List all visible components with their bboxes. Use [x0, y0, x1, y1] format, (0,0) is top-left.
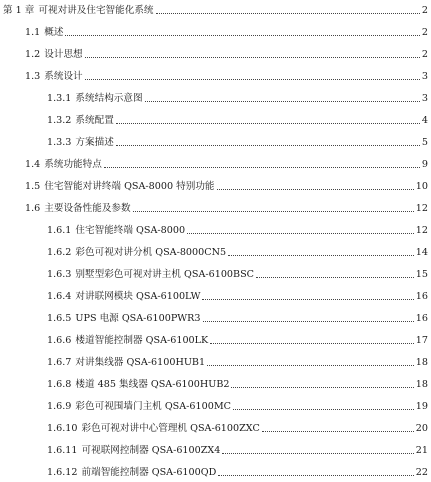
dot-leader — [203, 321, 414, 322]
toc-entry-label — [47, 355, 206, 371]
dot-leader — [133, 211, 414, 212]
toc-entry-page: 5 — [421, 135, 428, 151]
dot-leader — [228, 255, 414, 256]
toc-entry-title: 彩色可视对讲中心管理机 QSA-6100ZXC — [81, 423, 260, 434]
toc-entry-label — [47, 113, 115, 129]
toc-entry-number: 1.6.9 — [47, 401, 72, 412]
toc-entry-1-6-9[interactable] — [0, 399, 431, 415]
dot-leader — [222, 453, 413, 454]
dot-leader — [217, 189, 414, 190]
dot-leader — [116, 123, 420, 124]
toc-entry-title: 彩色可视围墙门主机 QSA-6100MC — [75, 401, 232, 412]
toc-entry-title: 楼道 485 集线器 QSA-6100HUB2 — [75, 379, 230, 390]
toc-entry-1-3-1[interactable] — [0, 91, 431, 107]
toc-entry-page: 14 — [415, 245, 428, 261]
toc-entry-1-3[interactable] — [0, 69, 431, 85]
toc-entry-number: 1.6.5 — [47, 313, 72, 324]
toc-entry-page: 2 — [421, 25, 428, 41]
toc-entry-number: 1.3.2 — [47, 115, 72, 126]
toc-entry-title: 对讲联网模块 QSA-6100LW — [75, 291, 201, 302]
toc-entry-1-6-7[interactable] — [0, 355, 431, 371]
toc-entry-number: 1.6.10 — [47, 423, 78, 434]
toc-entry-label — [25, 157, 103, 173]
toc-entry-page: 12 — [415, 201, 428, 217]
toc-entry-number: 1.6.8 — [47, 379, 72, 390]
toc-entry-1-6-4[interactable] — [0, 289, 431, 305]
toc-entry-1-6-10[interactable] — [0, 421, 431, 437]
toc-entry-label — [25, 201, 132, 217]
toc-entry-page: 12 — [415, 223, 428, 239]
toc-entry-title: 概述 — [44, 27, 64, 38]
toc-entry-page: 17 — [415, 333, 428, 349]
toc-entry-title: 楼道智能控制器 QSA-6100LK — [75, 335, 209, 346]
toc-entry-page: 21 — [415, 443, 428, 459]
toc-entry-label — [25, 179, 216, 195]
toc-entry-title: 别墅型彩色可视对讲主机 QSA-6100BSC — [75, 269, 254, 280]
toc-entry-page: 10 — [415, 179, 428, 195]
toc-entry-label — [25, 25, 64, 41]
dot-leader — [85, 57, 420, 58]
toc-entry-1-6-6[interactable] — [0, 333, 431, 349]
toc-entry-label — [47, 135, 115, 151]
toc-entry-title: 主要设备性能及参数 — [44, 203, 131, 214]
toc-entry-1-3-2[interactable] — [0, 113, 431, 129]
toc-entry-label — [47, 91, 144, 107]
toc-entry-1-6-5[interactable] — [0, 311, 431, 327]
toc-entry-1-6[interactable] — [0, 201, 431, 217]
dot-leader — [233, 409, 414, 410]
dot-leader — [262, 431, 414, 432]
toc-entry-1-4[interactable] — [0, 157, 431, 173]
dot-leader — [202, 299, 413, 300]
toc-entry-title: 系统配置 — [75, 115, 114, 126]
toc-entry-page: 18 — [415, 377, 428, 393]
toc-entry-1-6-2[interactable] — [0, 245, 431, 261]
toc-entry-page: 22 — [415, 465, 428, 481]
toc-entry-title: 方案描述 — [75, 137, 114, 148]
toc-entry-label — [47, 443, 221, 459]
toc-entry-page: 3 — [421, 91, 428, 107]
toc-entry-title: 住宅智能对讲终端 QSA-8000 特别功能 — [44, 181, 215, 192]
toc-entry-page: 2 — [421, 47, 428, 63]
toc-entry-1-2[interactable] — [0, 47, 431, 63]
toc-entry-number: 1.6.2 — [47, 247, 72, 258]
toc-entry-page: 16 — [415, 311, 428, 327]
toc-entry-number: 1.3.3 — [47, 137, 72, 148]
toc-entry-label — [47, 311, 202, 327]
toc-entry-title: 彩色可视对讲分机 QSA-8000CN5 — [75, 247, 227, 258]
dot-leader — [256, 277, 414, 278]
toc-entry-page: 3 — [421, 69, 428, 85]
toc-entry-page: 9 — [421, 157, 428, 173]
toc-entry-page: 4 — [421, 113, 428, 129]
toc-entry-title: UPS 电源 QSA-6100PWR3 — [75, 313, 201, 324]
toc-entry-number: 第 1 章 — [3, 5, 35, 16]
toc-entry-page: 16 — [415, 289, 428, 305]
toc-entry-label — [47, 245, 227, 261]
toc-entry-number: 1.6.4 — [47, 291, 72, 302]
toc-entry-title: 设计思想 — [44, 49, 83, 60]
toc-entry-page: 20 — [415, 421, 428, 437]
dot-leader — [116, 145, 420, 146]
toc-entry-label — [25, 69, 84, 85]
toc-entry-label — [3, 3, 155, 19]
toc-entry-number: 1.6.7 — [47, 357, 72, 368]
toc-entry-title: 可视联网控制器 QSA-6100ZX4 — [81, 445, 221, 456]
toc-entry-number: 1.3 — [25, 71, 41, 82]
toc-entry-chapter-1[interactable] — [0, 3, 431, 19]
toc-entry-title: 系统设计 — [44, 71, 83, 82]
toc-entry-number: 1.6.12 — [47, 467, 78, 478]
toc-entry-number: 1.6.6 — [47, 335, 72, 346]
dot-leader — [210, 343, 414, 344]
toc-entry-number: 1.4 — [25, 159, 41, 170]
toc-entry-number: 1.6 — [25, 203, 41, 214]
toc-entry-number: 1.1 — [25, 27, 41, 38]
dot-leader — [104, 167, 420, 168]
toc-entry-label — [47, 333, 209, 349]
dot-leader — [218, 475, 413, 476]
toc-entry-page: 2 — [421, 3, 428, 19]
toc-entry-title: 可视对讲及住宅智能化系统 — [38, 5, 154, 16]
toc-entry-1-3-3[interactable] — [0, 135, 431, 151]
dot-leader — [85, 79, 420, 80]
toc-entry-number: 1.6.11 — [47, 445, 78, 456]
dot-leader — [65, 35, 419, 36]
toc-entry-1-6-1[interactable] — [0, 223, 431, 239]
toc-entry-1-5[interactable] — [0, 179, 431, 195]
toc-entry-label — [47, 421, 261, 437]
toc-entry-label — [47, 399, 232, 415]
toc-entry-title: 前端智能控制器 QSA-6100QD — [81, 467, 217, 478]
toc-entry-title: 系统功能特点 — [44, 159, 102, 170]
dot-leader — [145, 101, 420, 102]
toc-entry-1-6-12[interactable] — [0, 465, 431, 481]
toc-entry-1-6-3[interactable] — [0, 267, 431, 283]
dot-leader — [156, 13, 420, 14]
toc-entry-label — [47, 223, 186, 239]
dot-leader — [187, 233, 414, 234]
toc-entry-page: 19 — [415, 399, 428, 415]
toc-entry-title: 系统结构示意图 — [75, 93, 143, 104]
toc-entry-number: 1.5 — [25, 181, 41, 192]
dot-leader — [231, 387, 413, 388]
toc-entry-page: 18 — [415, 355, 428, 371]
toc-entry-number: 1.6.3 — [47, 269, 72, 280]
toc-entry-number: 1.6.1 — [47, 225, 72, 236]
toc-entry-number: 1.3.1 — [47, 93, 72, 104]
toc-entry-label — [47, 267, 255, 283]
toc-entry-title: 住宅智能终端 QSA-8000 — [75, 225, 186, 236]
toc-entry-label — [25, 47, 84, 63]
toc-entry-label — [47, 289, 201, 305]
toc-entry-1-1[interactable] — [0, 25, 431, 41]
toc-entry-number: 1.2 — [25, 49, 41, 60]
toc-entry-label — [47, 465, 217, 481]
toc-entry-1-6-8[interactable] — [0, 377, 431, 393]
toc-entry-label — [47, 377, 230, 393]
toc-entry-title: 对讲集线器 QSA-6100HUB1 — [75, 357, 206, 368]
dot-leader — [207, 365, 414, 366]
toc-entry-1-6-11[interactable] — [0, 443, 431, 459]
toc-entry-page: 15 — [415, 267, 428, 283]
